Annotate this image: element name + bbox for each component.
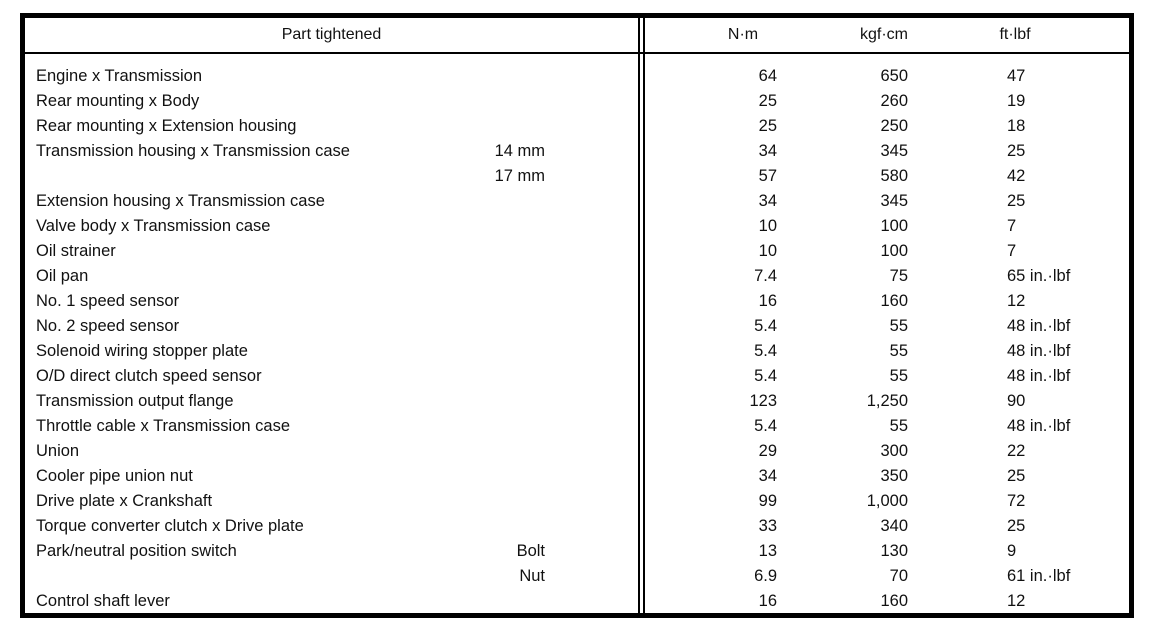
ft-lbf-cell: 25 [1007, 142, 1026, 160]
part-name-cell: Transmission housing x Transmission case [36, 142, 350, 160]
ft-lbf-cell: 25 [1007, 192, 1026, 210]
part-name-cell: No. 2 speed sensor [36, 317, 180, 335]
table-row [25, 264, 1129, 289]
table-row [25, 214, 1129, 239]
table-row [25, 414, 1129, 439]
header-part-tightened: Part tightened [281, 26, 382, 43]
part-name-cell: Oil strainer [36, 242, 116, 260]
table-row [25, 539, 1129, 564]
ft-lbf-cell: 9 [1007, 542, 1017, 560]
ft-lbf-cell: 12 [1007, 592, 1026, 610]
kgf-cm-cell: 340 [880, 517, 908, 535]
nm-cell: 5.4 [754, 367, 777, 385]
part-name-cell: Throttle cable x Transmission case [36, 417, 291, 435]
kgf-cm-cell: 1,250 [866, 392, 908, 410]
kgf-cm-cell: 55 [889, 367, 908, 385]
part-name-cell: Control shaft lever [36, 592, 170, 610]
ft-lbf-cell: 48 in.·lbf [1007, 417, 1071, 435]
table-row [25, 314, 1129, 339]
nm-cell: 34 [758, 142, 777, 160]
ft-lbf-cell: 22 [1007, 442, 1026, 460]
ft-lbf-cell: 65 in.·lbf [1007, 267, 1071, 285]
table-row [25, 139, 1129, 164]
table-row [25, 289, 1129, 314]
table-row [25, 589, 1129, 614]
nm-cell: 123 [749, 392, 777, 410]
kgf-cm-cell: 55 [889, 342, 908, 360]
part-name-cell: Union [36, 442, 80, 460]
ft-lbf-cell: 12 [1007, 292, 1026, 310]
nm-cell: 5.4 [754, 317, 777, 335]
nm-cell: 7.4 [754, 267, 777, 285]
nm-cell: 29 [758, 442, 777, 460]
nm-cell: 5.4 [754, 417, 777, 435]
nm-cell: 16 [758, 592, 777, 610]
sub-spec-cell: 17 mm [494, 167, 545, 185]
sub-spec-cell: Nut [519, 567, 545, 585]
ft-lbf-cell: 48 in.·lbf [1007, 367, 1071, 385]
table-body [25, 64, 1129, 614]
ft-lbf-cell: 90 [1007, 392, 1026, 410]
torque-spec-table [20, 13, 1134, 618]
kgf-cm-cell: 160 [880, 292, 908, 310]
table-row [25, 564, 1129, 589]
nm-cell: 16 [758, 292, 777, 310]
part-name-cell: Cooler pipe union nut [36, 467, 193, 485]
kgf-cm-cell: 345 [880, 192, 908, 210]
sub-spec-cell: 14 mm [494, 142, 545, 160]
header-kgf-cm: kgf·cm [860, 26, 908, 43]
kgf-cm-cell: 580 [880, 167, 908, 185]
table-row [25, 239, 1129, 264]
kgf-cm-cell: 75 [889, 267, 908, 285]
part-name-cell: Torque converter clutch x Drive plate [36, 517, 304, 535]
table-row [25, 439, 1129, 464]
part-name-cell: Engine x Transmission [36, 67, 202, 85]
part-name-cell: Drive plate x Crankshaft [36, 492, 213, 510]
kgf-cm-cell: 650 [880, 67, 908, 85]
ft-lbf-cell: 47 [1007, 67, 1026, 85]
header-nm: N·m [727, 26, 759, 43]
table-row [25, 164, 1129, 189]
kgf-cm-cell: 130 [880, 542, 908, 560]
part-name-cell: O/D direct clutch speed sensor [36, 367, 262, 385]
nm-cell: 10 [758, 217, 777, 235]
ft-lbf-cell: 42 [1007, 167, 1026, 185]
nm-cell: 33 [758, 517, 777, 535]
part-name-cell: Solenoid wiring stopper plate [36, 342, 248, 360]
kgf-cm-cell: 100 [880, 217, 908, 235]
table-row [25, 64, 1129, 89]
part-name-cell: Extension housing x Transmission case [36, 192, 325, 210]
ft-lbf-cell: 25 [1007, 517, 1026, 535]
nm-cell: 25 [758, 117, 777, 135]
kgf-cm-cell: 260 [880, 92, 908, 110]
ft-lbf-cell: 72 [1007, 492, 1026, 510]
kgf-cm-cell: 70 [889, 567, 908, 585]
ft-lbf-cell: 48 in.·lbf [1007, 317, 1071, 335]
ft-lbf-cell: 18 [1007, 117, 1026, 135]
kgf-cm-cell: 160 [880, 592, 908, 610]
table-row [25, 189, 1129, 214]
nm-cell: 57 [758, 167, 777, 185]
ft-lbf-cell: 25 [1007, 467, 1026, 485]
nm-cell: 25 [758, 92, 777, 110]
ft-lbf-cell: 61 in.·lbf [1007, 567, 1071, 585]
part-name-cell: No. 1 speed sensor [36, 292, 180, 310]
kgf-cm-cell: 1,000 [866, 492, 908, 510]
table-row [25, 489, 1129, 514]
ft-lbf-cell: 48 in.·lbf [1007, 342, 1071, 360]
ft-lbf-cell: 7 [1007, 242, 1017, 260]
part-name-cell: Rear mounting x Body [36, 92, 200, 110]
part-name-cell: Oil pan [36, 267, 89, 285]
part-name-cell: Transmission output flange [36, 392, 234, 410]
header-divider [25, 52, 1129, 54]
table-row [25, 514, 1129, 539]
kgf-cm-cell: 55 [889, 317, 908, 335]
part-name-cell: Rear mounting x Extension housing [36, 117, 297, 135]
kgf-cm-cell: 350 [880, 467, 908, 485]
kgf-cm-cell: 345 [880, 142, 908, 160]
nm-cell: 5.4 [754, 342, 777, 360]
kgf-cm-cell: 300 [880, 442, 908, 460]
nm-cell: 10 [758, 242, 777, 260]
nm-cell: 34 [758, 192, 777, 210]
nm-cell: 6.9 [754, 567, 777, 585]
nm-cell: 34 [758, 467, 777, 485]
nm-cell: 64 [758, 67, 777, 85]
table-row [25, 364, 1129, 389]
ft-lbf-cell: 7 [1007, 217, 1017, 235]
kgf-cm-cell: 250 [880, 117, 908, 135]
nm-cell: 99 [758, 492, 777, 510]
table-row [25, 389, 1129, 414]
table-row [25, 464, 1129, 489]
part-name-cell: Valve body x Transmission case [36, 217, 271, 235]
table-row [25, 89, 1129, 114]
nm-cell: 13 [758, 542, 777, 560]
header-ft-lbf: ft·lbf [999, 26, 1031, 43]
sub-spec-cell: Bolt [516, 542, 545, 560]
part-name-cell: Park/neutral position switch [36, 542, 237, 560]
kgf-cm-cell: 55 [889, 417, 908, 435]
table-row [25, 339, 1129, 364]
kgf-cm-cell: 100 [880, 242, 908, 260]
table-row [25, 114, 1129, 139]
ft-lbf-cell: 19 [1007, 92, 1026, 110]
